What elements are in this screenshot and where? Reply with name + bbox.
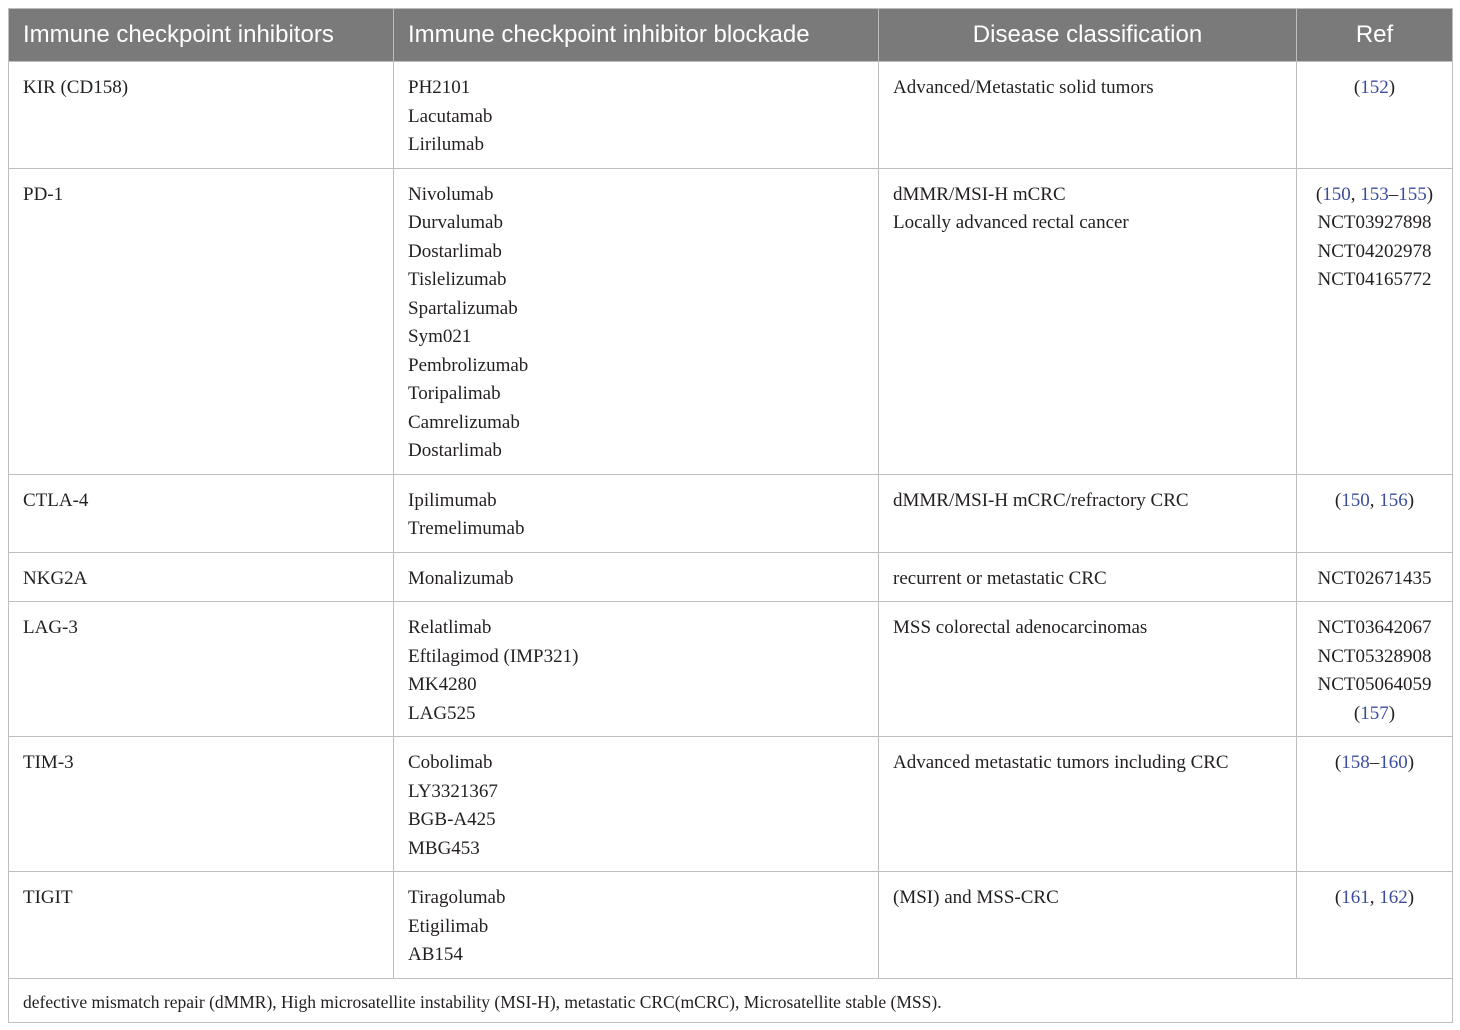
ref-cell xyxy=(1297,552,1453,602)
drug-name: Tiragolumab xyxy=(408,887,506,908)
ref-cell xyxy=(1297,872,1453,979)
drug-name: Sym021 xyxy=(408,326,472,347)
drug-name: Dostarlimab xyxy=(408,440,502,461)
header-inhibitors: Immune checkpoint inhibitors xyxy=(9,9,394,62)
drug-name: BGB-A425 xyxy=(408,809,496,830)
drug-name: LAG525 xyxy=(408,702,476,724)
table-header xyxy=(9,9,1453,62)
inhibitor-cell: CTLA-4 xyxy=(9,474,394,552)
blockade-cell xyxy=(394,552,879,602)
drug-name: MK4280 xyxy=(408,674,477,695)
disease-cell xyxy=(879,602,1297,737)
trial-id: NCT05328908 xyxy=(1317,645,1432,667)
footnote: defective mismatch repair (dMMR), High microsatellite instability (MSI-H), metastatic CRC(mCRC), Microsatellite stable (MSS). xyxy=(9,978,1453,1022)
drug-name: Tremelimumab xyxy=(408,518,525,539)
blockade-cell xyxy=(394,474,879,552)
table-body xyxy=(9,62,1453,979)
blockade-cell xyxy=(394,168,879,474)
drug-name: Dostarlimab xyxy=(408,240,502,262)
citation-punct: ) xyxy=(1388,77,1396,98)
citation-punct: – xyxy=(1388,183,1399,205)
inhibitor-cell: TIM-3 xyxy=(9,737,394,872)
citation xyxy=(1301,74,1448,103)
disease-text: recurrent or metastatic CRC xyxy=(893,567,1107,589)
drug-name: Ipilimumab xyxy=(408,489,497,511)
drug-name: LY3321367 xyxy=(408,780,498,802)
citation-punct: – xyxy=(1369,752,1380,773)
reference-link[interactable]: 161 xyxy=(1341,887,1370,908)
drug-name: Toripalimab xyxy=(408,383,501,404)
reference-link[interactable]: 152 xyxy=(1360,77,1389,98)
citation-punct: ) xyxy=(1407,489,1415,511)
table-row xyxy=(9,552,1453,602)
table-row xyxy=(9,737,1453,872)
header-blockade: Immune checkpoint inhibitor blockade xyxy=(394,9,879,62)
disease-cell xyxy=(879,62,1297,169)
drug-name: Cobolimab xyxy=(408,752,493,773)
citation-punct: ( xyxy=(1353,702,1361,724)
header-ref: Ref xyxy=(1297,9,1453,62)
ref-cell xyxy=(1297,602,1453,737)
citation-punct: , xyxy=(1369,887,1380,908)
table-row xyxy=(9,872,1453,979)
blockade-cell xyxy=(394,62,879,169)
reference-link[interactable]: 155 xyxy=(1398,183,1427,205)
ref-cell xyxy=(1297,474,1453,552)
header-row xyxy=(9,9,1453,62)
citation-punct: ( xyxy=(1334,752,1342,773)
citation-punct: ) xyxy=(1388,702,1396,724)
drug-name: AB154 xyxy=(408,944,463,965)
trial-id: NCT05064059 xyxy=(1317,674,1432,695)
ref-cell xyxy=(1297,168,1453,474)
drug-name: Eftilagimod (IMP321) xyxy=(408,645,579,667)
blockade-cell xyxy=(394,602,879,737)
blockade-cell xyxy=(394,737,879,872)
drug-name: Nivolumab xyxy=(408,183,494,205)
disease-text: MSS colorectal adenocarcinomas xyxy=(893,617,1148,638)
citation-punct: ) xyxy=(1407,752,1415,773)
citation-punct: ) xyxy=(1407,887,1415,908)
inhibitor-cell: NKG2A xyxy=(9,552,394,602)
reference-link[interactable]: 157 xyxy=(1360,702,1389,724)
ref-cell xyxy=(1297,62,1453,169)
disease-cell xyxy=(879,474,1297,552)
drug-name: PH2101 xyxy=(408,77,471,98)
table-row xyxy=(9,474,1453,552)
citation-punct: , xyxy=(1369,489,1380,511)
drug-name: Pembrolizumab xyxy=(408,354,529,376)
drug-name: MBG453 xyxy=(408,837,480,859)
blockade-cell xyxy=(394,872,879,979)
drug-name: Monalizumab xyxy=(408,567,514,589)
citation-punct: ( xyxy=(1334,887,1342,908)
trial-id: NCT02671435 xyxy=(1317,567,1432,589)
reference-link[interactable]: 158 xyxy=(1341,752,1370,773)
header-disease: Disease classification xyxy=(879,9,1297,62)
reference-link[interactable]: 153 xyxy=(1360,183,1389,205)
disease-cell xyxy=(879,168,1297,474)
citation-punct: , xyxy=(1350,183,1361,205)
drug-name: Camrelizumab xyxy=(408,411,520,433)
disease-text: Locally advanced rectal cancer xyxy=(893,212,1129,233)
disease-text: (MSI) and MSS-CRC xyxy=(893,887,1059,908)
disease-text: Advanced/Metastatic solid tumors xyxy=(893,77,1154,98)
citation-punct: ( xyxy=(1315,183,1323,205)
citation xyxy=(1301,749,1448,778)
trial-id: NCT03927898 xyxy=(1317,212,1432,233)
table-row xyxy=(9,62,1453,169)
table-footer xyxy=(9,978,1453,1022)
reference-link[interactable]: 162 xyxy=(1379,887,1408,908)
drug-name: Lirilumab xyxy=(408,134,484,155)
disease-cell xyxy=(879,872,1297,979)
disease-text: dMMR/MSI-H mCRC/refractory CRC xyxy=(893,489,1189,511)
table-row xyxy=(9,602,1453,737)
reference-link[interactable]: 160 xyxy=(1379,752,1408,773)
reference-link[interactable]: 156 xyxy=(1379,489,1408,511)
reference-link[interactable]: 150 xyxy=(1341,489,1370,511)
inhibitor-cell: PD-1 xyxy=(9,168,394,474)
citation xyxy=(1301,487,1448,516)
ref-cell xyxy=(1297,737,1453,872)
disease-text: Advanced metastatic tumors including CRC xyxy=(893,752,1229,773)
citation xyxy=(1301,181,1448,210)
citation-punct: ( xyxy=(1334,489,1342,511)
reference-link[interactable]: 150 xyxy=(1322,183,1351,205)
citation-punct: ( xyxy=(1353,77,1361,98)
inhibitor-cell: TIGIT xyxy=(9,872,394,979)
citation xyxy=(1301,700,1448,729)
disease-cell xyxy=(879,737,1297,872)
citation xyxy=(1301,884,1448,913)
inhibitor-cell: LAG-3 xyxy=(9,602,394,737)
footnote-row xyxy=(9,978,1453,1022)
drug-name: Tislelizumab xyxy=(408,269,507,290)
drug-name: Durvalumab xyxy=(408,212,503,233)
trial-id: NCT04202978 xyxy=(1317,240,1432,262)
drug-name: Relatlimab xyxy=(408,617,492,638)
drug-name: Spartalizumab xyxy=(408,297,518,319)
inhibitor-cell: KIR (CD158) xyxy=(9,62,394,169)
disease-cell xyxy=(879,552,1297,602)
checkpoint-inhibitor-table xyxy=(8,8,1453,1023)
disease-text: dMMR/MSI-H mCRC xyxy=(893,183,1066,205)
table-row xyxy=(9,168,1453,474)
trial-id: NCT04165772 xyxy=(1317,269,1432,290)
drug-name: Etigilimab xyxy=(408,915,489,937)
citation-punct: ) xyxy=(1426,183,1434,205)
trial-id: NCT03642067 xyxy=(1317,617,1432,638)
drug-name: Lacutamab xyxy=(408,105,493,127)
